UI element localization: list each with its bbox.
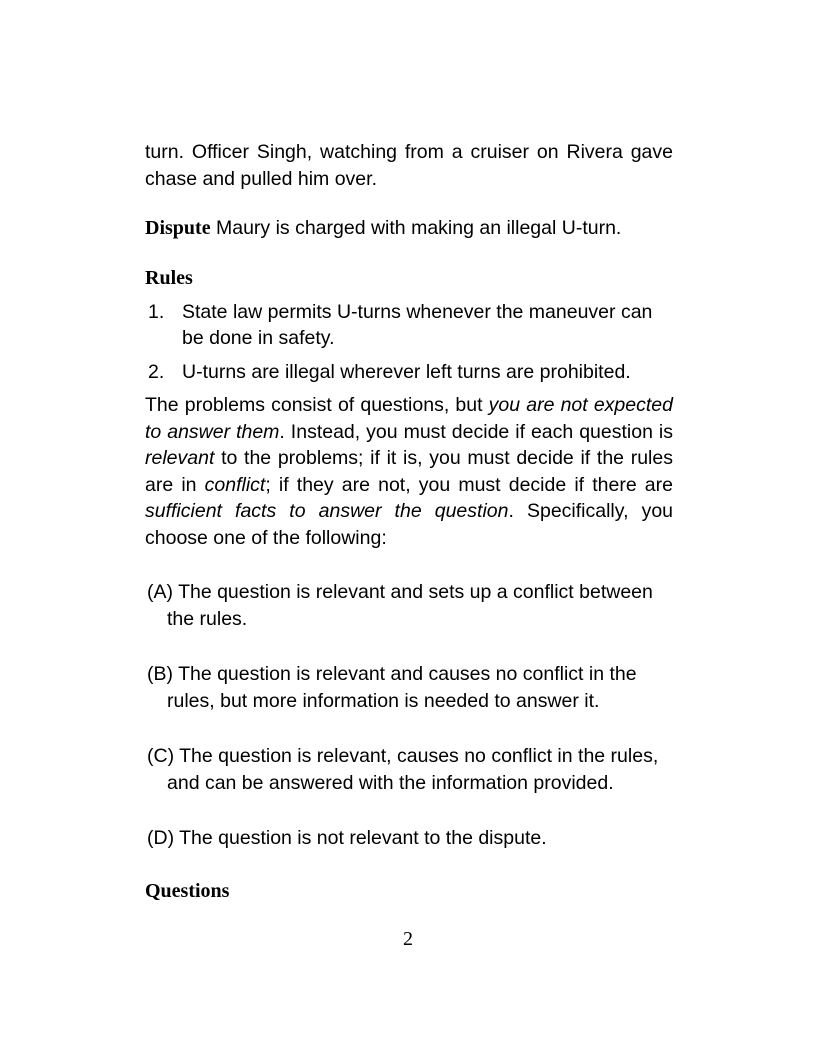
instructions-emphasis: relevant — [145, 447, 215, 469]
choice-b — [145, 661, 673, 714]
dispute-text: Maury is charged with making an illegal U-turn. — [210, 217, 622, 239]
dispute-label: Dispute — [145, 217, 211, 239]
choice-text: The question is not relevant to the dispute. — [174, 827, 547, 849]
instructions-text: ; if they are not, you must decide if there are — [265, 473, 673, 496]
instructions-emphasis: sufficient facts to answer the question — [145, 500, 509, 522]
rule-text: State law permits U-turns whenever the maneuver can be done in safety. — [182, 300, 653, 349]
questions-heading: Questions — [145, 879, 230, 902]
instructions-emphasis: conflict — [204, 473, 266, 496]
choice-label: (A) — [147, 581, 173, 603]
choice-label: (B) — [147, 663, 173, 685]
rule-number: 1. — [148, 300, 165, 323]
rules-list — [145, 299, 673, 386]
choice-a — [145, 579, 673, 632]
rule-item — [145, 299, 673, 352]
rule-item — [145, 359, 673, 386]
instructions-text: . Specifically, you choose one of the following: — [145, 500, 674, 549]
instructions-text: The problems consist of questions, but — [145, 394, 489, 416]
instructions-text: . Instead, you must decide if each question is — [279, 420, 673, 443]
choice-label: (D) — [147, 827, 175, 849]
document-page — [145, 139, 673, 904]
dispute-paragraph — [145, 215, 673, 242]
choice-d — [145, 825, 673, 852]
intro-paragraph: turn. Officer Singh, watching from a cruiser on Rivera gave chase and pulled him over. — [145, 141, 673, 190]
choice-text: The question is relevant and causes no conflict in the rules, but more information is needed to answer it. — [167, 663, 637, 712]
instructions-text: to the problems; if it is, you must decide if the rules are in — [145, 447, 673, 496]
rule-text: U-turns are illegal wherever left turns are prohibited. — [182, 360, 631, 383]
choice-label: (C) — [147, 745, 175, 767]
rules-heading: Rules — [145, 266, 193, 289]
instructions-emphasis: you are not expected to answer them — [145, 394, 673, 443]
choice-c — [145, 743, 673, 796]
choice-text: The question is relevant and sets up a conflict between the rules. — [167, 581, 653, 630]
choice-text: The question is relevant, causes no conflict in the rules, and can be answered with the information provided. — [167, 745, 659, 794]
instructions-paragraph — [145, 392, 673, 551]
rule-number: 2. — [148, 360, 165, 383]
page-number: 2 — [403, 928, 413, 950]
choices-list — [145, 579, 673, 852]
